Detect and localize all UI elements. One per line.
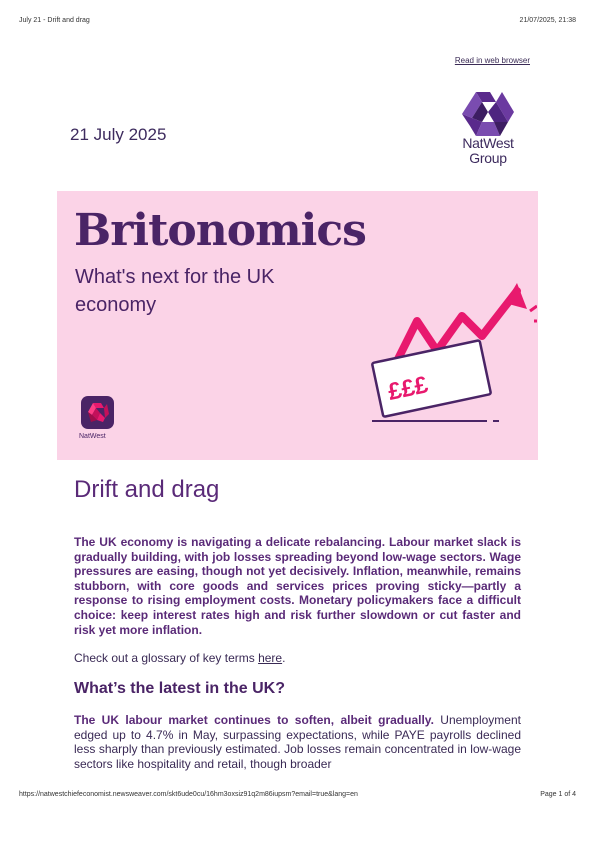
britonomics-banner bbox=[57, 191, 538, 460]
natwest-badge-icon bbox=[81, 396, 114, 429]
natwest-group-logo bbox=[448, 92, 528, 166]
pound-signs: £££ bbox=[385, 371, 431, 407]
glossary-link[interactable]: here bbox=[258, 651, 283, 665]
print-footer-url: https://natwestchiefeconomist.newsweaver.com/skt6ude0cu/16hm3oxsiz91q2m86iupsm?email=true&lang=en bbox=[19, 791, 358, 798]
print-header-title: July 21 - Drift and drag bbox=[19, 17, 90, 24]
badge-label: NatWest bbox=[79, 433, 106, 440]
section-body: Unemployment edged up to 4.7% in May, surpassing expectations, while PAYE payrolls declined less sharply than previously estimated. Job losses remain concentrated in low-wage sectors like hospitality and retail, though broader bbox=[74, 713, 521, 771]
issue-date: 21 July 2025 bbox=[70, 125, 167, 144]
logo-line-2: Group bbox=[469, 150, 507, 166]
banner-subtitle: What's next for the UK economy bbox=[75, 266, 275, 316]
print-header-timestamp: 21/07/2025, 21:38 bbox=[519, 17, 576, 24]
banner-title: Britonomics bbox=[74, 205, 366, 256]
rising-arrow-money-icon bbox=[357, 281, 537, 441]
natwest-cubes-icon bbox=[462, 92, 514, 136]
logo-line-1: NatWest bbox=[462, 135, 514, 151]
web-browser-link[interactable]: Read in web browser bbox=[454, 56, 530, 65]
print-footer-page: Page 1 of 4 bbox=[540, 791, 576, 798]
glossary-line bbox=[74, 651, 285, 665]
section-lead: The UK labour market continues to soften, albeit gradually. bbox=[74, 713, 434, 727]
intro-paragraph: The UK economy is navigating a delicate rebalancing. Labour market slack is gradually building, with job losses spreading beyond low-wage sectors. Wage pressures are easing, though not yet decisively. Inflation, meanwhile, remains stubborn, with core goods and services prices proving sticky—partly a response to rising employment costs. Monetary policymakers face a difficult choice: keep interest rates high and risk further slowdown or cut faster and risk yet more inflation. bbox=[74, 535, 521, 637]
section-paragraph bbox=[74, 713, 521, 771]
glossary-prefix: Check out a glossary of key terms bbox=[74, 651, 259, 665]
section-heading: What’s the latest in the UK? bbox=[74, 680, 285, 697]
glossary-suffix: . bbox=[282, 651, 286, 665]
article-title: Drift and drag bbox=[74, 476, 220, 503]
